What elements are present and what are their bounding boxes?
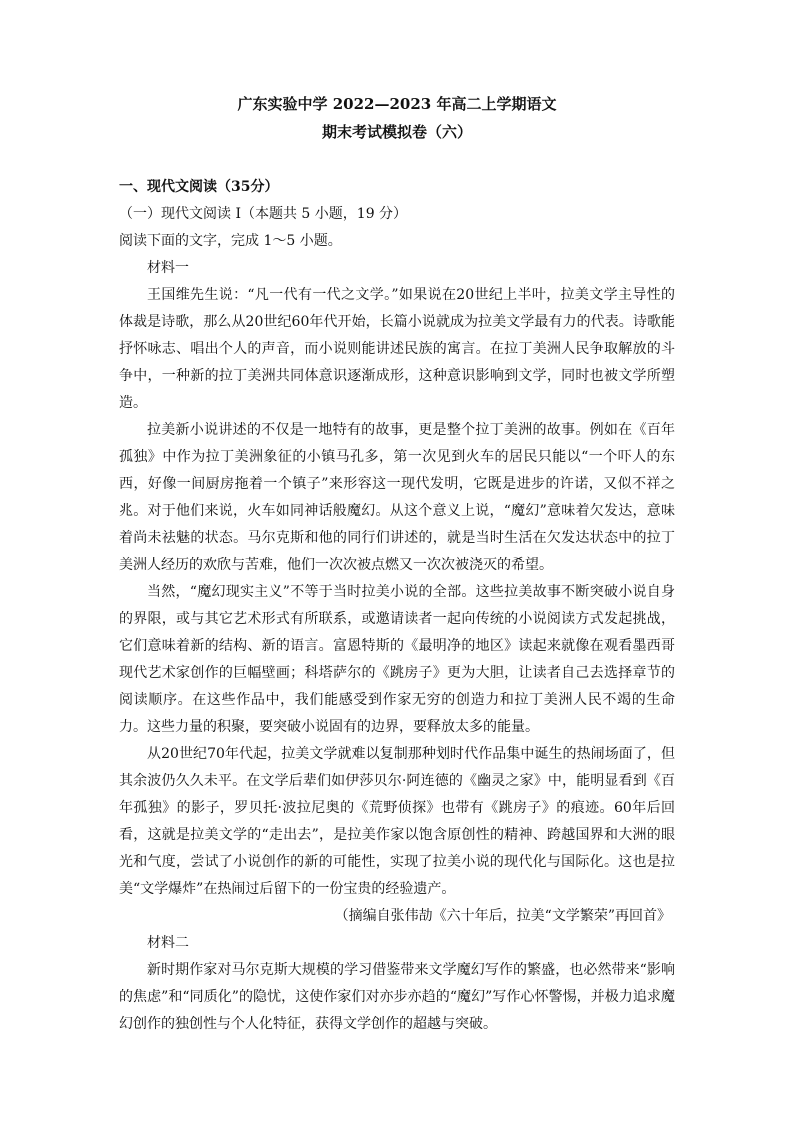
material2-paragraph: 新时期作家对马尔克斯大规模的学习借鉴带来文学魔幻写作的繁盛，也必然带来“影响的焦虑”和“同质化”的隐忧，这使作家们对亦步亦趋的“魔幻”写作心怀警惕，并极力追求魔幻创作的独创性与个人化特征，获得文学创作的超越与突破。	[119, 962, 675, 1032]
reading-instruction: 阅读下面的文字，完成 1～5 小题。	[119, 233, 342, 249]
material1-paragraph: 当然，“魔幻现实主义”不等于当时拉美小说的全部。这些拉美故事不断突破小说自身的界限，或与其它艺术形式有所联系，或邀请读者一起向传统的小说阅读方式发起挑战，它们意味着新的结构、新的语言。富恩特斯的《最明净的地区》读起来就像在观看墨西哥现代艺术家创作的巨幅壁画；科塔萨尔的《跳房子》更为大胆，让读者自己去选择章节的阅读顺序。在这些作品中，我们能感受到作家无穷的创造力和拉丁美洲人民不竭的生命力。这些力量的积聚，要突破小说固有的边界，要释放太多的能量。	[119, 584, 675, 735]
document-body	[119, 174, 675, 1038]
section-heading: 一、现代文阅读（35分）	[119, 179, 279, 195]
sub-section-heading: （一）现代文阅读 I（本题共 5 小题，19 分）	[119, 206, 408, 222]
exam-title-line1: 广东实验中学 2022—2023 年高二上学期语文	[237, 95, 557, 113]
material1-paragraph: 从20世纪70年代起，拉美文学就难以复制那种划时代作品集中诞生的热闹场面了，但其余波仍久久未平。在文学后辈们如伊莎贝尔·阿连德的《幽灵之家》中，能明显看到《百年孤独》的影子，罗贝托·波拉尼奥的《荒野侦探》也带有《跳房子》的痕迹。60年后回看，这就是拉美文学的“走出去”，是拉美作家以饱含原创性的精神、跨越国界和大洲的眼光和气度，尝试了小说创作的新的可能性，实现了拉美小说的现代化与国际化。这也是拉美“文学爆炸”在热闹过后留下的一份宝贵的经验遗产。	[119, 746, 675, 897]
material1-paragraph: 拉美新小说讲述的不仅是一地特有的故事，更是整个拉丁美洲的故事。例如在《百年孤独》中作为拉丁美洲象征的小镇马孔多，第一次见到火车的居民只能以“一个吓人的东西，好像一间厨房拖着一个镇子”来形容这一现代发明，它既是进步的许诺，又似不祥之兆。对于他们来说，火车如同神话般魔幻。从这个意义上说，“魔幻”意味着欠发达，意味着尚未祛魅的状态。马尔克斯和他的同行们讲述的，就是当时生活在欠发达状态中的拉丁美洲人经历的欢欣与苦难，他们一次次被点燃又一次次被浇灭的希望。	[119, 422, 675, 573]
source-citation: （摘编自张伟劼《六十年后，拉美“文学繁荣”再回首》	[334, 908, 671, 924]
material-label: 材料二	[147, 935, 189, 951]
material1-paragraph: 王国维先生说：“凡一代有一代之文学。”如果说在20世纪上半叶，拉美文学主导性的体裁是诗歌，那么从20世纪60年代开始，长篇小说就成为拉美文学最有力的代表。诗歌能抒怀咏志、唱出个人的声音，而小说则能讲述民族的寓言。在拉丁美洲人民争取解放的斗争中，一种新的拉丁美洲共同体意识逐渐成形，这种意识影响到文学，同时也被文学所塑造。	[119, 287, 675, 411]
exam-title-line2: 期末考试模拟卷（六）	[321, 123, 472, 141]
material-label: 材料一	[147, 260, 189, 276]
